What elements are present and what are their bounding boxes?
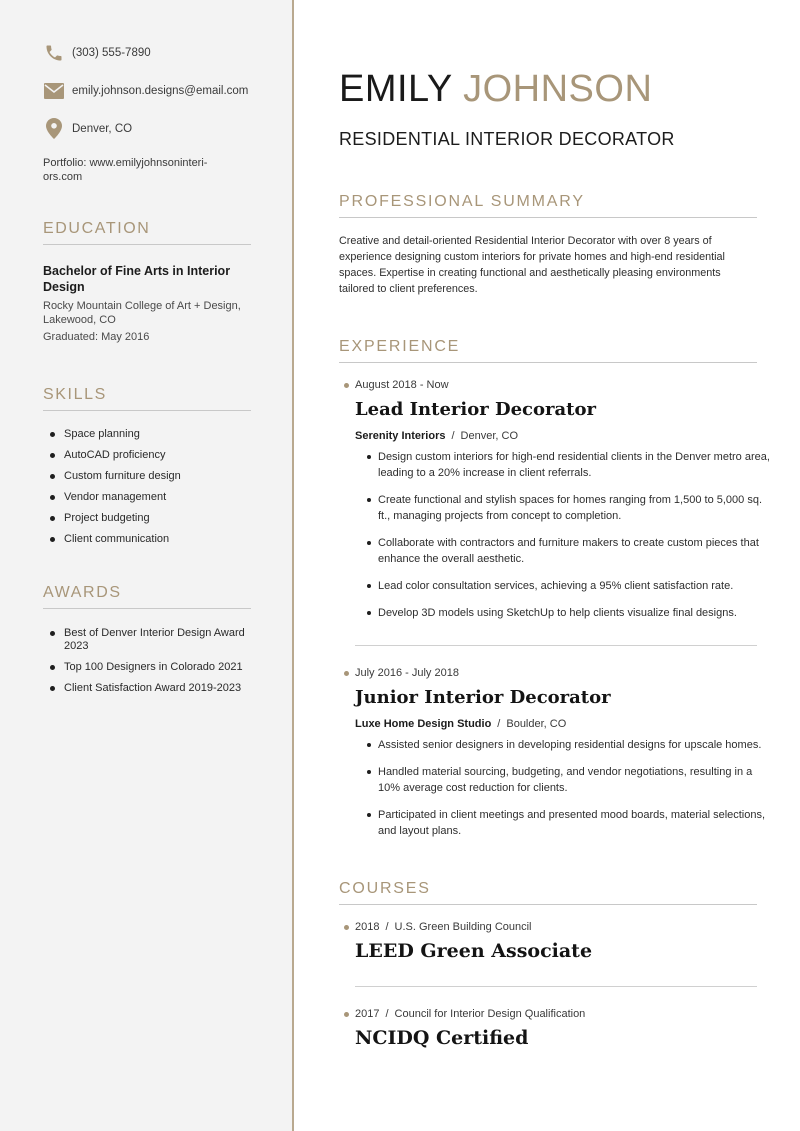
course-provider: U.S. Green Building Council [394, 921, 532, 933]
separator: / [385, 1008, 389, 1020]
education-degree: Bachelor of Fine Arts in Interior Design [43, 264, 231, 294]
divider [355, 986, 757, 987]
skill-item: Client communication [50, 533, 265, 546]
separator: / [385, 921, 389, 933]
job-company-line [355, 430, 518, 442]
job-dates [344, 667, 459, 679]
summary-text: Creative and detail-oriented Residential Interior Decorator with over 8 years of experience designing custom interiors for private homes and high-end residential spaces. Expertise in creating functional and aesthetically pleasing environments tailored to client preferences. [339, 235, 725, 295]
skill-item: Custom furniture design [50, 470, 265, 483]
timeline-dot [344, 671, 349, 676]
email-address: emily.johnson.designs@email.com [72, 84, 249, 97]
skill-item: Project budgeting [50, 512, 265, 525]
award-item: Client Satisfaction Award 2019-2023 [50, 682, 255, 695]
skills-heading: SKILLS [43, 386, 251, 411]
timeline-dot [344, 1012, 349, 1017]
portfolio-label: Portfolio: www.emilyjohnsoninteri- [43, 157, 208, 169]
awards-list [50, 627, 255, 703]
job-bullet: Create functional and stylish spaces for homes ranging from 1,500 to 5,000 sq. ft., managing projects from concept to completion. [367, 492, 772, 524]
job-dates-text: July 2016 - July 2018 [355, 667, 459, 679]
job-title: RESIDENTIAL INTERIOR DECORATOR [339, 129, 675, 149]
job-company-line [355, 718, 566, 730]
job-dates-text: August 2018 - Now [355, 379, 449, 391]
job-bullet: Develop 3D models using SketchUp to help clients visualize final designs. [367, 605, 772, 621]
education-heading: EDUCATION [43, 220, 251, 245]
company-name: Serenity Interiors [355, 430, 446, 442]
contact-phone [43, 42, 151, 63]
contact-location [43, 118, 132, 139]
job-bullet: Handled material sourcing, budgeting, and vendor negotiations, resulting in a 10% average cost reduction for clients. [367, 764, 772, 796]
company-name: Luxe Home Design Studio [355, 718, 492, 730]
phone-icon [43, 42, 64, 63]
course-provider: Council for Interior Design Qualification [394, 1008, 586, 1020]
skills-list [50, 428, 265, 554]
skill-item: Space planning [50, 428, 265, 441]
awards-heading: AWARDS [43, 584, 251, 609]
course-title: NCIDQ Certified [355, 1027, 529, 1049]
location-text: Denver, CO [72, 122, 133, 135]
job-dates [344, 379, 449, 391]
job-role: Junior Interior Decorator [355, 687, 611, 708]
course-meta [344, 921, 532, 933]
contact-email [43, 80, 248, 101]
course-year: 2018 [355, 921, 380, 933]
separator: / [451, 430, 455, 442]
divider [355, 645, 757, 646]
last-name: JOHNSON [463, 68, 653, 110]
map-pin-icon [43, 118, 64, 139]
portfolio-link[interactable] [43, 156, 243, 184]
job-bullet: Assisted senior designers in developing residential designs for upscale homes. [367, 737, 772, 753]
award-item: Best of Denver Interior Design Award 2023 [50, 627, 255, 653]
job-bullet: Lead color consultation services, achieving a 95% client satisfaction rate. [367, 578, 772, 594]
timeline-dot [344, 925, 349, 930]
experience-heading: EXPERIENCE [339, 338, 757, 363]
education-graduated: Graduated: May 2016 [43, 331, 150, 343]
first-name: EMILY [339, 68, 453, 110]
education-school: Rocky Mountain College of Art + Design, Lakewood, CO [43, 300, 241, 326]
skill-item: AutoCAD proficiency [50, 449, 265, 462]
sidebar [0, 0, 294, 1131]
job-bullet: Participated in client meetings and presented mood boards, material selections, and layout plans. [367, 807, 772, 839]
timeline-dot [344, 383, 349, 388]
course-title: LEED Green Associate [355, 940, 593, 962]
company-location: Denver, CO [460, 430, 519, 442]
company-location: Boulder, CO [506, 718, 567, 730]
phone-number: (303) 555-7890 [72, 46, 151, 59]
job-bullets [367, 449, 772, 632]
course-year: 2017 [355, 1008, 380, 1020]
skill-item: Vendor management [50, 491, 265, 504]
summary-heading: PROFESSIONAL SUMMARY [339, 193, 757, 218]
separator: / [497, 718, 501, 730]
job-bullet: Collaborate with contractors and furniture makers to create custom pieces that enhance the overall aesthetic. [367, 535, 772, 567]
envelope-icon [43, 80, 64, 101]
course-meta [344, 1008, 585, 1020]
candidate-name [339, 66, 652, 112]
job-bullets [367, 737, 772, 850]
job-role: Lead Interior Decorator [355, 399, 596, 420]
job-bullet: Design custom interiors for high-end residential clients in the Denver metro area, leading to a 20% increase in client referrals. [367, 449, 772, 481]
courses-heading: COURSES [339, 880, 757, 905]
portfolio-url: ors.com [43, 171, 83, 183]
award-item: Top 100 Designers in Colorado 2021 [50, 661, 255, 674]
